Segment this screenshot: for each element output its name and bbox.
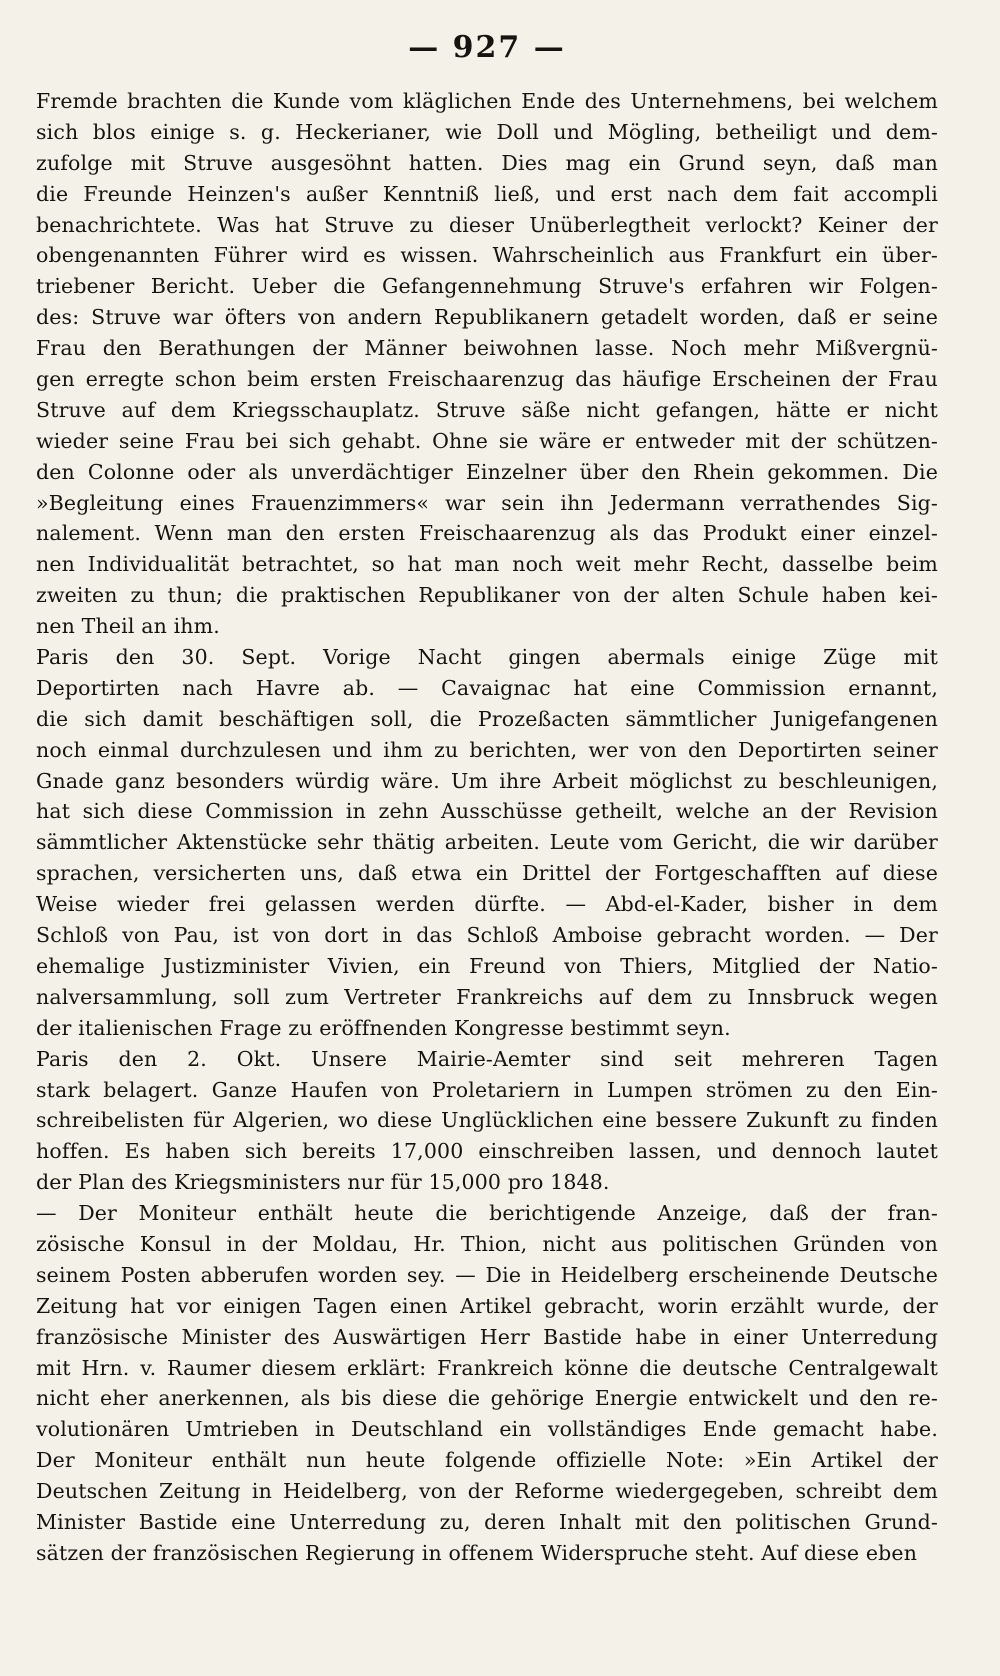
text-line: obengenannten Führer wird es wissen. Wahrscheinlich aus Frankfurt ein über- xyxy=(36,243,938,268)
text-line: sämmtlicher Aktenstücke sehr thätig arbeiten. Leute vom Gericht, die wir darüber xyxy=(36,830,938,855)
text-line: mit Hrn. v. Raumer diesem erklärt: Frankreich könne die deutsche Centralgewalt xyxy=(36,1355,938,1380)
text-line: die Freunde Heinzen's außer Kenntniß ließ, und erst nach dem fait accompli xyxy=(36,181,938,206)
text-line: seinem Posten abberufen worden sey. — Die in Heidelberg erscheinende Deutsche xyxy=(36,1262,938,1287)
text-line: der italienischen Frage zu eröffnenden Kongresse bestimmt seyn. xyxy=(36,1015,731,1040)
text-line: — Der Moniteur enthält heute die berichtigende Anzeige, daß der fran- xyxy=(36,1201,938,1226)
text-line: nicht eher anerkennen, als bis diese die gehörige Energie entwickelt und den re- xyxy=(36,1386,938,1411)
text-line: Deutschen Zeitung in Heidelberg, von der Reforme wiedergegeben, schreibt dem xyxy=(36,1479,938,1504)
text-line: Weise wieder frei gelassen werden dürfte. — Abd-el-Kader, bisher in dem xyxy=(36,892,938,917)
text-line: schreibelisten für Algerien, wo diese Unglücklichen eine bessere Zukunft zu finden xyxy=(36,1108,938,1133)
text-line: benachrichtete. Was hat Struve zu dieser Unüberlegtheit verlockt? Keiner der xyxy=(36,212,938,237)
text-line: die sich damit beschäftigen soll, die Prozeßacten sämmtlicher Junigefangenen xyxy=(36,706,938,731)
text-line: volutionären Umtrieben in Deutschland ein vollständiges Ende gemacht habe. xyxy=(36,1417,938,1442)
text-line: nen Individualität betrachtet, so hat man noch weit mehr Recht, dasselbe beim xyxy=(36,552,938,577)
text-line: des: Struve war öfters von andern Republikanern getadelt worden, daß er seine xyxy=(36,305,938,330)
text-line: Paris den 2. Okt. Unsere Mairie-Aemter sind seit mehreren Tagen xyxy=(36,1046,938,1071)
text-line: gen erregte schon beim ersten Freischaarenzug das häufige Erscheinen der Frau xyxy=(36,367,938,392)
text-line: wieder seine Frau bei sich gehabt. Ohne sie wäre er entweder mit der schützen- xyxy=(36,428,938,453)
text-line: Gnade ganz besonders würdig wäre. Um ihre Arbeit möglichst zu beschleunigen, xyxy=(36,768,938,793)
text-line: zösische Konsul in der Moldau, Hr. Thion, nicht aus politischen Gründen von xyxy=(36,1231,938,1256)
text-line: hoffen. Es haben sich bereits 17,000 einschreiben lassen, und dennoch lautet xyxy=(36,1139,938,1164)
text-line: stark belagert. Ganze Haufen von Proletariern in Lumpen strömen zu den Ein- xyxy=(36,1077,938,1102)
text-line: Minister Bastide eine Unterredung zu, deren Inhalt mit den politischen Grund- xyxy=(36,1509,938,1534)
text-line: triebener Bericht. Ueber die Gefangennehmung Struve's erfahren wir Folgen- xyxy=(36,274,938,299)
text-line: sprachen, versicherten uns, daß etwa ein Drittel der Fortgeschafften auf diese xyxy=(36,861,938,886)
text-line: noch einmal durchzulesen und ihm zu berichten, wer von den Deportirten seiner xyxy=(36,737,938,762)
text-line: zufolge mit Struve ausgesöhnt hatten. Dies mag ein Grund seyn, daß man xyxy=(36,150,938,175)
text-line: den Colonne oder als unverdächtiger Einzelner über den Rhein gekommen. Die xyxy=(36,459,938,484)
text-line: Frau den Berathungen der Männer beiwohnen lasse. Noch mehr Mißvergnü- xyxy=(36,336,938,361)
text-line: sätzen der französischen Regierung in offenem Widerspruche steht. Auf diese eben xyxy=(36,1540,918,1565)
text-line: Deportirten nach Havre ab. — Cavaignac hat eine Commission ernannt, xyxy=(36,675,938,700)
text-line: nalversammlung, soll zum Vertreter Frankreichs auf dem zu Innsbruck wegen xyxy=(36,984,938,1009)
text-line: Der Moniteur enthält nun heute folgende offizielle Note: »Ein Artikel der xyxy=(36,1448,938,1473)
text-line: zweiten zu thun; die praktischen Republikaner von der alten Schule haben kei- xyxy=(36,583,938,608)
text-line: »Begleitung eines Frauenzimmers« war sein ihn Jedermann verrathendes Sig- xyxy=(36,490,938,515)
text-column xyxy=(36,86,938,1569)
page-number: — 927 — xyxy=(408,30,566,65)
text-line: Zeitung hat vor einigen Tagen einen Artikel gebracht, worin erzählt wurde, der xyxy=(36,1293,938,1318)
text-line: der Plan des Kriegsministers nur für 15,000 pro 1848. xyxy=(36,1170,610,1195)
text-line: sich blos einige s. g. Heckerianer, wie Doll und Mögling, betheiligt und dem- xyxy=(36,119,938,144)
text-line: ehemalige Justizminister Vivien, ein Freund von Thiers, Mitglied der Natio- xyxy=(36,953,938,978)
text-line: hat sich diese Commission in zehn Ausschüsse getheilt, welche an der Revision xyxy=(36,799,938,824)
text-line: Paris den 30. Sept. Vorige Nacht gingen abermals einige Züge mit xyxy=(36,645,938,670)
text-line: Schloß von Pau, ist von dort in das Schloß Amboise gebracht worden. — Der xyxy=(36,923,938,948)
text-line: französische Minister des Auswärtigen Herr Bastide habe in einer Unterredung xyxy=(36,1324,938,1349)
text-line: nalement. Wenn man den ersten Freischaarenzug als das Produkt einer einzel- xyxy=(36,521,938,546)
text-line: Struve auf dem Kriegsschauplatz. Struve säße nicht gefangen, hätte er nicht xyxy=(36,397,938,422)
text-line: Fremde brachten die Kunde vom kläglichen Ende des Unternehmens, bei welchem xyxy=(36,89,938,113)
text-line: nen Theil an ihm. xyxy=(36,614,220,639)
